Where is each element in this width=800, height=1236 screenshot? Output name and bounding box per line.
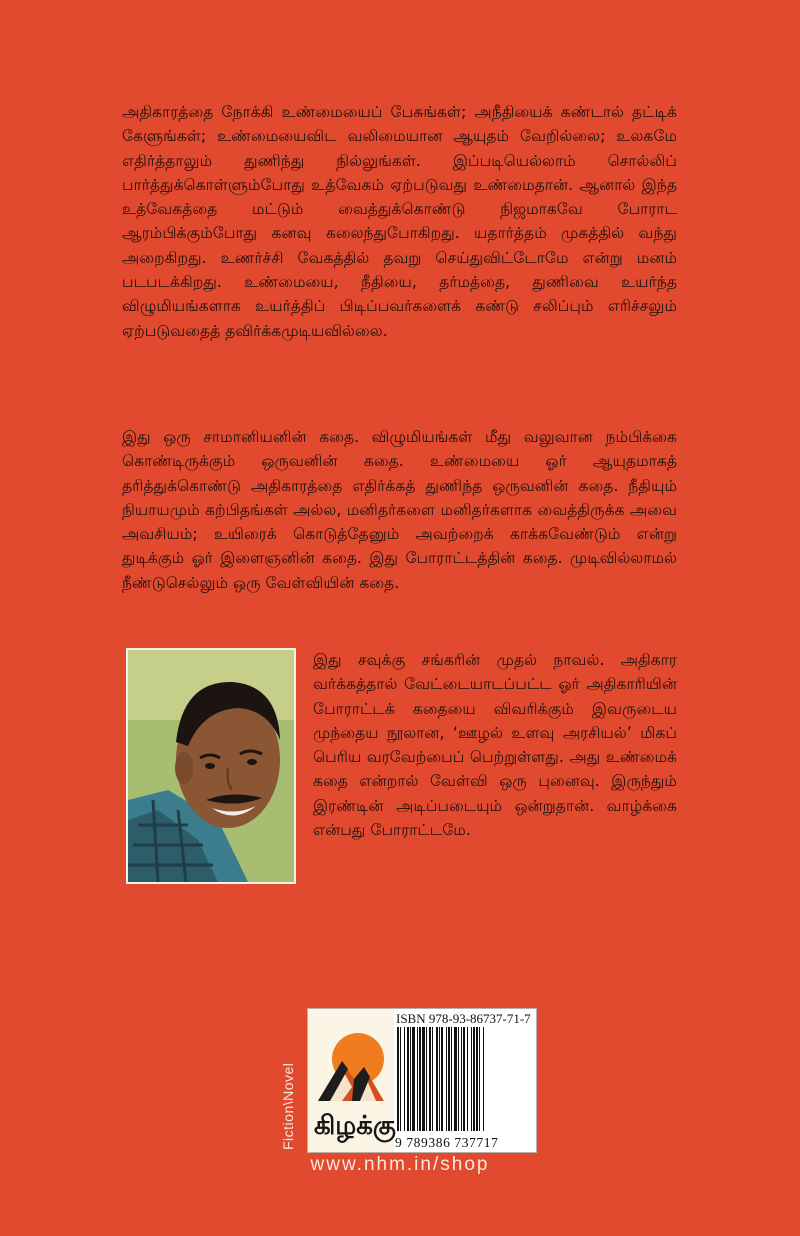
isbn-label: ISBN 978-93-86737-71-7 <box>396 1011 531 1026</box>
barcode-bar <box>432 1027 433 1131</box>
category-label: Fiction\Novel <box>280 1062 296 1150</box>
author-portrait-illustration <box>128 650 294 882</box>
barcode-bar <box>441 1027 443 1131</box>
barcode-bar <box>451 1027 452 1131</box>
publisher-logo <box>308 1009 394 1152</box>
barcode-bar <box>454 1027 457 1131</box>
barcode-bar <box>412 1027 415 1131</box>
publisher-name: கிழக்கு <box>314 1111 396 1141</box>
barcode-bar <box>473 1027 475 1131</box>
barcode-bar <box>404 1027 405 1131</box>
barcode-bar <box>476 1027 478 1131</box>
barcode-bar <box>429 1027 431 1131</box>
barcode-bar <box>471 1027 472 1131</box>
barcode-panel <box>307 1008 537 1153</box>
author-bio-paragraph: இது சவுக்கு சங்கரின் முதல் நாவல். அதிகார வர்க்கத்தால் வேட்டையாடப்பட்ட ஓர் அதிகாரியின் போராட்டக் கதையை விவரிக்கும் இவருடைய முந்தைய நூலான, ‘ஊழல் உளவு அரசியல்’ மிகப் பெரிய வரவேற்பைப் பெற்றுள்ளது. அது உண்மைக் கதை என்றால் வேள்வி ஒரு புனைவு. இருந்தும் இரண்டின் அடிப்படையும் ஒன்றுதான். வாழ்க்கை என்பது போராட்டமே. <box>313 651 677 840</box>
barcode-number: 9 789386 737717 <box>395 1135 499 1150</box>
sunrise-mountain-icon <box>308 1009 394 1109</box>
barcode-bar <box>419 1027 421 1131</box>
barcode-bar <box>448 1027 450 1131</box>
barcode-bar <box>446 1027 447 1131</box>
barcode-bar <box>436 1027 438 1131</box>
barcode <box>396 1027 532 1133</box>
barcode-bar <box>417 1027 418 1131</box>
barcode-bar <box>410 1027 411 1131</box>
barcode-bar <box>400 1027 401 1131</box>
barcode-bar <box>407 1027 409 1131</box>
barcode-bar <box>439 1027 440 1131</box>
barcode-bar <box>463 1027 465 1131</box>
barcode-bar <box>397 1027 399 1131</box>
barcode-bar <box>483 1027 484 1131</box>
barcode-bar <box>458 1027 459 1131</box>
author-photo <box>126 648 296 884</box>
barcode-bar <box>426 1027 427 1131</box>
barcode-bar <box>467 1027 468 1131</box>
blurb-paragraph-1: அதிகாரத்தை நோக்கி உண்மையைப் பேசுங்கள்; அநீதியைக் கண்டால் தட்டிக் கேளுங்கள்; உண்மையைவிட வலிமையான ஆயுதம் வேறில்லை; உலகமே எதிர்த்தாலும் துணிந்து நில்லுங்கள். இப்படியெல்லாம் சொல்லிப் பார்த்துக்கொள்ளும்போது உத்வேகம் ஏற்படுவது உண்மைதான். ஆனால் இந்த உத்வேகத்தை மட்டும் வைத்துக்கொண்டு நிஜமாகவே போராட ஆரம்பிக்கும்போது கனவு கலைந்துபோகிறது. யதார்த்தம் முகத்தில் வந்து அறைகிறது. உணர்ச்சி வேகத்தில் தவறு செய்துவிட்டோமே என்று மனம் படபடக்கிறது. உண்மையை, நீதியை, தர்மத்தை, துணிவை உயர்ந்த விழுமியங்களாக உயர்த்திப் பிடிப்பவர்களைக் கண்டு சலிப்பும் எரிச்சலும் ஏற்படுவதைத் தவிர்க்கமுடியவில்லை. <box>122 103 677 340</box>
barcode-bar <box>461 1027 462 1131</box>
website-url[interactable]: www.nhm.in/shop <box>310 1154 490 1175</box>
blurb-paragraph-2: இது ஒரு சாமானியனின் கதை. விழுமியங்கள் மீது வலுவான நம்பிக்கை கொண்டிருக்கும் ஒருவனின் கதை. உண்மையை ஓர் ஆயுதமாகத் தரித்துக்கொண்டு அதிகாரத்தை எதிர்க்கத் துணிந்த ஒருவனின் கதை. நீதியும் நியாயமும் கற்பிதங்கள் அல்ல, மனிதர்களை மனிதர்களாக வைத்திருக்க அவை அவசியம்; உயிரைக் கொடுத்தேனும் அவற்றைக் காக்கவேண்டும் என்று துடிக்கும் ஓர் இளைஞனின் கதை. இது போராட்டத்தின் கதை. முடிவில்லாமல் நீண்டுசெல்லும் ஒரு வேள்வியின் கதை. <box>122 428 677 592</box>
barcode-bar <box>479 1027 480 1131</box>
barcode-bar <box>422 1027 425 1131</box>
